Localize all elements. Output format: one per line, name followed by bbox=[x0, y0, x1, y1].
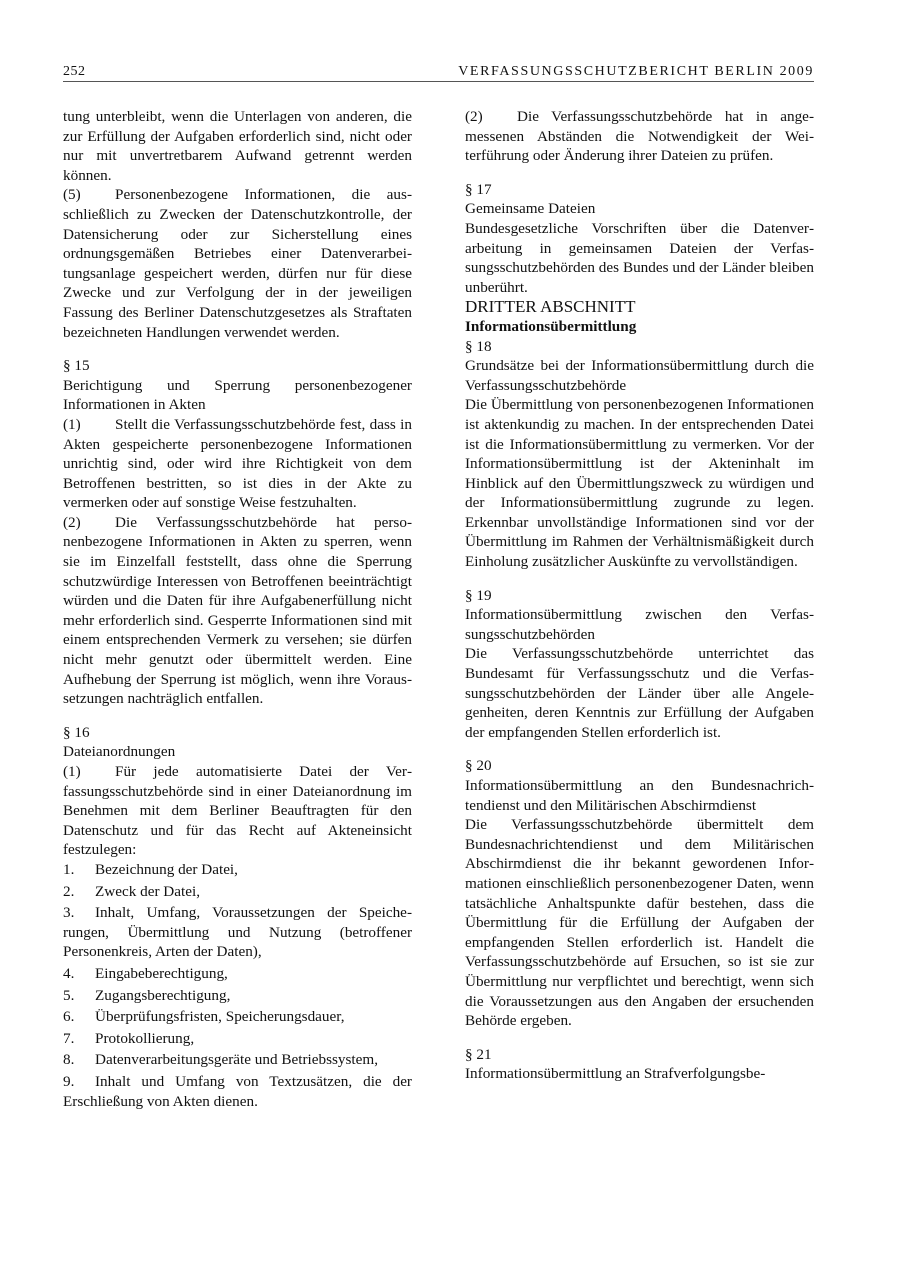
paragraph-text: Personenbezogene Informationen, die ausschließlich zu Zwecken der Datenschutzkontrolle, der Datensicherung oder zur Sicherstellung eines ordnungsgemäßen Betriebes einer Datenverarbeitungsanlage gespeichert werden, dürfen nur für diese Zwecke und zur Verfolgung der in der jeweiligen Fassung des Berliner Datenschutzgesetzes als Straftaten bezeichneten Handlungen verwendet werden. bbox=[63, 186, 412, 341]
list-item-number: 1. bbox=[63, 860, 75, 878]
list-item bbox=[63, 1072, 412, 1111]
section-19-text: Die Verfassungsschutzbehörde unterrichtet das Bundesamt für Verfassungsschutz und die Verfassungsschutzbehörden der Länder über alle Angelegenheiten, deren Kenntnis zur Erfüllung der Aufgaben der empfangenden Stellen erforderlich ist. bbox=[465, 645, 814, 741]
section-15-paragraph-2 bbox=[63, 513, 412, 709]
section-19-number: § 19 bbox=[465, 586, 492, 604]
list-item-text: Inhalt, Umfang, Voraussetzungen der Speicherungen, Übermittlung und Nutzung (betroffener Personenkreis, Arten der Daten), bbox=[63, 904, 412, 961]
section-16-number: § 16 bbox=[63, 723, 90, 741]
list-item-number: 7. bbox=[63, 1029, 75, 1047]
section-20-text: Die Verfassungsschutzbehörde übermittelt dem Bundesnachrichtendienst und dem Militärischen Abschirmdienst die ihr bekannt gewordenen Informationen einschließlich personenbezogener Daten, wenn tatsächliche Anhaltspunkte dafür bestehen, dass die Übermittlung für die Erfüllung der Aufgaben der empfangenden Stellen erforderlich ist. Handelt die Verfassungsschutzbehörde auf Ersuchen, so ist sie zur Übermittlung nur verpflichtet und berechtigt, wenn sich die Voraussetzungen aus den Angaben der ersuchenden Behörde ergeben. bbox=[465, 816, 814, 1030]
section-16-paragraph-2 bbox=[465, 107, 814, 166]
list-item-number: 3. bbox=[63, 904, 75, 922]
section-15-paragraph-1 bbox=[63, 415, 412, 513]
right-column bbox=[465, 107, 814, 1084]
section-15-number: § 15 bbox=[63, 357, 90, 375]
list-item-number: 8. bbox=[63, 1051, 75, 1069]
section-16-title: Dateianordnungen bbox=[63, 743, 176, 761]
list-item-text: Zweck der Datei, bbox=[95, 882, 200, 900]
list-item bbox=[63, 964, 412, 984]
paragraph-text: Für jede automatisierte Datei der Verfassungsschutzbehörde sind in einer Dateianordnung im Benehmen mit dem Berliner Beauftragten für den Datenschutz und für das Recht auf Akteneinsicht festzulegen: bbox=[63, 763, 412, 859]
section-17-number: § 17 bbox=[465, 180, 492, 198]
header-rule bbox=[63, 81, 814, 82]
list-item-number: 5. bbox=[63, 986, 75, 1004]
running-title: VERFASSUNGSSCHUTZBERICHT BERLIN 2009 bbox=[458, 64, 814, 79]
list-item-number: 4. bbox=[63, 964, 75, 982]
section-19-title: Informationsübermittlung zwischen den Verfassungsschutzbehörden bbox=[465, 606, 814, 643]
list-item-text: Protokollierung, bbox=[95, 1029, 195, 1047]
paragraph-5 bbox=[63, 185, 412, 342]
list-item-text: Zugangsberechtigung, bbox=[95, 986, 231, 1004]
list-item bbox=[63, 1007, 412, 1027]
section-20-title: Informationsübermittlung an den Bundesnachrichtendienst und den Militärischen Abschirmdienst bbox=[465, 777, 814, 814]
section-18-title: Grundsätze bei der Informationsübermittlung durch die Verfassungsschutzbehörde bbox=[465, 357, 814, 394]
list-item-text: Inhalt und Umfang von Textzusätzen, die der Erschließung von Akten dienen. bbox=[63, 1072, 412, 1110]
paragraph-text: Die Verfassungsschutzbehörde hat personenbezogene Informationen in Akten zu sperren, wenn sie im Einzelfall feststellt, dass ohne die Sperrung schutzwürdige Interessen von Betroffenen beeinträchtigt würden und die Daten für ihre Aufgabenerfüllung nicht mehr erforderlich sind. Gesperrte Informationen sind mit einem entsprechenden Vermerk zu versehen; sie dürfen nicht mehr genutzt oder übermittelt werden. Eine Aufhebung der Sperrung ist möglich, wenn ihre Voraussetzungen nachträglich entfallen. bbox=[63, 513, 412, 708]
paragraph-number: (2) bbox=[63, 513, 81, 531]
list-item-text: Bezeichnung der Datei, bbox=[95, 860, 238, 878]
list-item bbox=[63, 986, 412, 1006]
intro-paragraph: tung unterbleibt, wenn die Unterlagen von anderen, die zur Erfüllung der Aufgaben erforderlich sind, nicht oder nur mit unvertretbarem Aufwand getrennt werden können. bbox=[63, 108, 412, 184]
list-item-number: 6. bbox=[63, 1008, 75, 1026]
section-18-number: § 18 bbox=[465, 337, 492, 355]
file-order-list bbox=[63, 860, 412, 1111]
section-17-text: Bundesgesetzliche Vorschriften über die Datenverarbeitung in gemeinsamen Dateien der Verfassungsschutzbehörden des Bundes und der Länder bleiben unberührt. bbox=[465, 219, 814, 296]
page-number: 252 bbox=[63, 64, 86, 79]
paragraph-number: (1) bbox=[63, 763, 81, 780]
paragraph-text: Stellt die Verfassungsschutzbehörde fest, dass in Akten gespeicherte personenbezogene Informationen unrichtig sind, oder wird ihre Richtigkeit von dem Betroffenen bestritten, so ist dies in der Akte zu vermerken oder auf sonstige Weise festzuhalten. bbox=[63, 415, 412, 512]
list-item-number: 9. bbox=[63, 1072, 75, 1090]
list-item bbox=[63, 882, 412, 902]
paragraph-number: (5) bbox=[63, 186, 81, 204]
section-15-title: Berichtigung und Sperrung personenbezogener Informationen in Akten bbox=[63, 376, 412, 414]
paragraph-number: (1) bbox=[63, 415, 81, 433]
list-item-number: 2. bbox=[63, 882, 75, 900]
section-21-title: Informationsübermittlung an Strafverfolgungsbe- bbox=[465, 1065, 766, 1083]
section-20-number: § 20 bbox=[465, 757, 492, 775]
list-item-text: Datenverarbeitungsgeräte und Betriebssystem, bbox=[95, 1051, 378, 1069]
section-21-number: § 21 bbox=[465, 1045, 492, 1063]
chapter-heading: DRITTER ABSCHNITT bbox=[465, 297, 636, 317]
list-item-text: Eingabeberechtigung, bbox=[95, 964, 228, 982]
list-item-text: Überprüfungsfristen, Speicherungsdauer, bbox=[95, 1008, 345, 1026]
paragraph-number: (2) bbox=[465, 108, 483, 125]
section-16-paragraph-1 bbox=[63, 762, 412, 860]
section-18-text: Die Übermittlung von personenbezogenen Informationen ist aktenkundig zu machen. In der entsprechenden Datei ist die Informationsübermittlung zu vermerken. Vor der Informationsübermittlung ist der Akteninhalt im Hinblick auf den Übermittlungszweck zu würdigen und der Informationsübermittlung zugrunde zu legen. Erkennbar unvollständige Informationen sind vor der Übermittlung im Rahmen der Verhältnismäßigkeit durch Einholung zusätzlicher Auskünfte zu vervollständigen. bbox=[465, 396, 814, 571]
chapter-subheading: Informationsübermittlung bbox=[465, 317, 637, 335]
section-17-title: Gemeinsame Dateien bbox=[465, 200, 596, 218]
list-item bbox=[63, 1050, 412, 1070]
list-item bbox=[63, 903, 412, 962]
left-column bbox=[63, 107, 412, 1111]
list-item bbox=[63, 1029, 412, 1049]
list-item bbox=[63, 860, 412, 880]
paragraph-text: Die Verfassungsschutzbehörde hat in angemessenen Abständen die Notwendigkeit der Weiterführung oder Änderung ihrer Dateien zu prüfen. bbox=[465, 108, 814, 165]
